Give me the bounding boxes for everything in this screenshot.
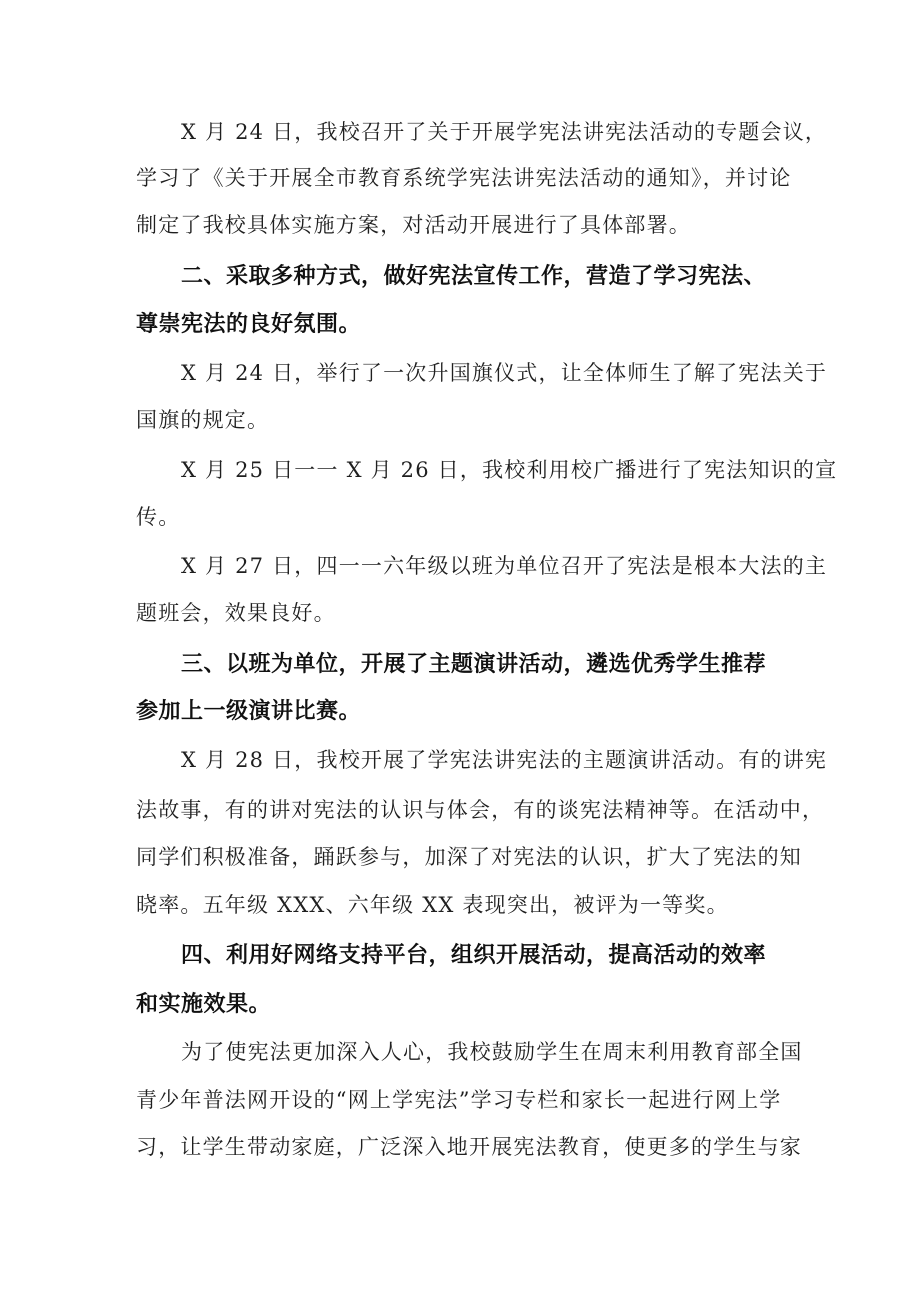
section-heading-2-line-2: 尊崇宪法的良好氛围。 [136, 312, 362, 337]
paragraph-1-line-2: 学习了《关于开展全市教育系统学宪法讲宪法活动的通知》，并讨论 [136, 166, 792, 190]
section-heading-2-line-1: 二、采取多种方式，做好宪法宣传工作，营造了学习宪法、 [181, 264, 767, 289]
paragraph-5-line-3: 同学们积极准备，踊跃参与，加深了对宪法的认识，扩大了宪法的知 [136, 845, 802, 869]
paragraph-5-line-2: 法故事，有的讲对宪法的认识与体会，有的谈宪法精神等。在活动中， [136, 798, 825, 822]
paragraph-6-line-1: 为了使宪法更加深入人心，我校鼓励学生在周末利用教育部全国 [181, 1040, 803, 1064]
paragraph-3-line-1: X 月 25 日一一 X 月 26 日，我校利用校广播进行了宪法知识的宣 [181, 458, 838, 482]
section-heading-3-line-1: 三、以班为单位，开展了主题演讲活动，遴选优秀学生推荐 [181, 652, 767, 677]
paragraph-1-line-1: X 月 24 日，我校召开了关于开展学宪法讲宪法活动的专题会议， [181, 120, 828, 144]
paragraph-6-line-2: 青少年普法网开设的“网上学宪法”学习专栏和家长一起进行网上学 [136, 1088, 782, 1112]
paragraph-5-line-1: X 月 28 日，我校开展了学宪法讲宪法的主题演讲活动。有的讲宪 [181, 748, 828, 772]
paragraph-2-line-1: X 月 24 日，举行了一次升国旗仪式，让全体师生了解了宪法关于 [181, 361, 828, 385]
paragraph-6-line-3: 习，让学生带动家庭，广泛深入地开展宪法教育，使更多的学生与家 [136, 1135, 802, 1159]
paragraph-1-line-3: 制定了我校具体实施方案，对活动开展进行了具体部署。 [136, 213, 691, 237]
paragraph-2-line-2: 国旗的规定。 [136, 408, 270, 432]
paragraph-4-line-1: X 月 27 日，四一一六年级以班为单位召开了宪法是根本大法的主 [181, 554, 828, 578]
section-heading-3-line-2: 参加上一级演讲比赛。 [136, 699, 362, 724]
paragraph-4-line-2: 题班会，效果良好。 [136, 601, 336, 625]
section-heading-4-line-1: 四、利用好网络支持平台，组织开展活动，提高活动的效率 [181, 943, 767, 968]
paragraph-5-line-4: 晓率。五年级 XXX、六年级 XX 表现突出，被评为一等奖。 [136, 893, 729, 917]
paragraph-3-line-2: 传。 [136, 505, 181, 529]
section-heading-4-line-2: 和实施效果。 [136, 992, 272, 1017]
